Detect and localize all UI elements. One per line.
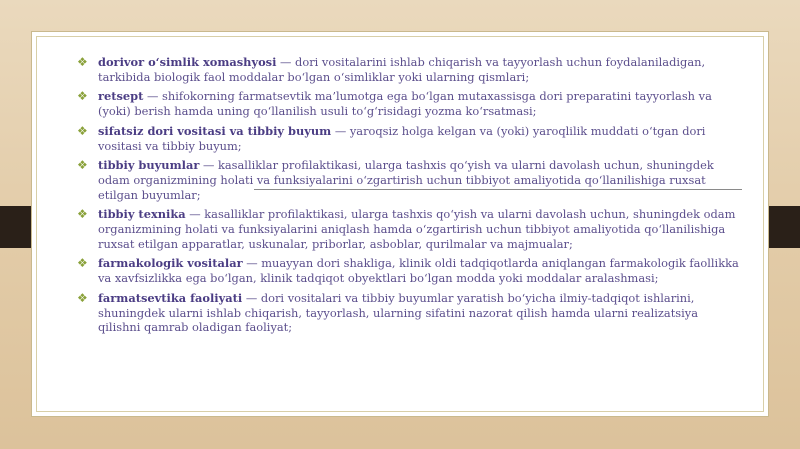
definition-text: — dori vositalarini ishlab chiqarish va tayyorlash uchun foydalaniladigan, tarkibida biologik faol moddalar bo‘lgan o‘simliklar yoki ularning qismlari; [98, 55, 706, 84]
definition-text: — muayyan dori shakliga, klinik oldi tadqiqotlarda aniqlangan farmakologik faollikka va xavfsizlikka ega bo‘lgan, klinik tadqiqot obyektlari bo‘lgan modda yoki moddalar aralashmasi; [98, 256, 739, 286]
list-item [77, 291, 742, 335]
definition-term: tibbiy buyumlar [98, 158, 200, 173]
list-item [77, 207, 742, 251]
definition-text: — dori vositalari va tibbiy buyumlar yaratish bo‘yicha ilmiy-tadqiqot ishlarini, shuningdek ularni ishlab chiqarish, tayyorlash, ularning sifatini nazorat qilish hamda ularni realizatsiya qilishni qamrab oladigan faoliyat; [98, 290, 699, 335]
list-item [77, 124, 742, 153]
definition-term: dorivor o‘simlik xomashyosi [98, 55, 277, 69]
four-petal-diamond-icon: ❖ [77, 123, 88, 138]
four-petal-diamond-icon: ❖ [77, 55, 88, 69]
list-item [77, 158, 742, 202]
list-item [77, 89, 742, 118]
four-petal-diamond-icon: ❖ [77, 158, 88, 173]
slide-frame [31, 31, 769, 417]
four-petal-diamond-icon: ❖ [77, 256, 88, 271]
list-item [77, 256, 742, 285]
definition-text: — kasalliklar profilaktikasi, ularga tashxis qo‘yish va ularni davolash uchun, shuningdek odam organizmining holati va funksiyalarini aniqlash hamda o‘zgartirish uchun tibbiyot amaliyotida qo‘llanilishiga ruxsat etilgan apparatlar, uskunalar, priborlar, asboblar, qurilmalar va majmualar; [98, 207, 736, 251]
four-petal-diamond-icon: ❖ [77, 290, 88, 305]
definition-term: farmatsevtika faoliyati [98, 290, 243, 305]
definition-text: — shifokorning farmatsevtik ma’lumotga ega bo‘lgan mutaxassisga dori preparatini tayyorlash va (yoki) berish hamda uning qo‘llanilish usuli to‘g‘risidagi yozma ko‘rsatmasi; [98, 89, 712, 119]
definition-text: — kasalliklar profilaktikasi, ularga tashxis qo‘yish va ularni davolash uchun, shuningdek odam organizmining holati va funksiyalarini o‘zgartirish uchun tibbiyot amaliyotida qo‘llanilishiga ruxsat etilgan buyumlar; [98, 158, 714, 202]
definition-text: — yaroqsiz holga kelgan va (yoki) yaroqlilik muddati o‘tgan dori vositasi va tibbiy buyum; [98, 123, 706, 153]
four-petal-diamond-icon: ❖ [77, 207, 88, 222]
four-petal-diamond-icon: ❖ [77, 89, 88, 104]
definition-term: retsept [98, 89, 144, 104]
definition-term: sifatsiz dori vositasi va tibbiy buyum [98, 123, 332, 138]
definition-list [77, 55, 742, 340]
horizontal-divider [254, 189, 742, 190]
definition-term: tibbiy texnika [98, 207, 186, 222]
list-item [77, 55, 742, 84]
definition-term: farmakologik vositalar [98, 256, 243, 271]
